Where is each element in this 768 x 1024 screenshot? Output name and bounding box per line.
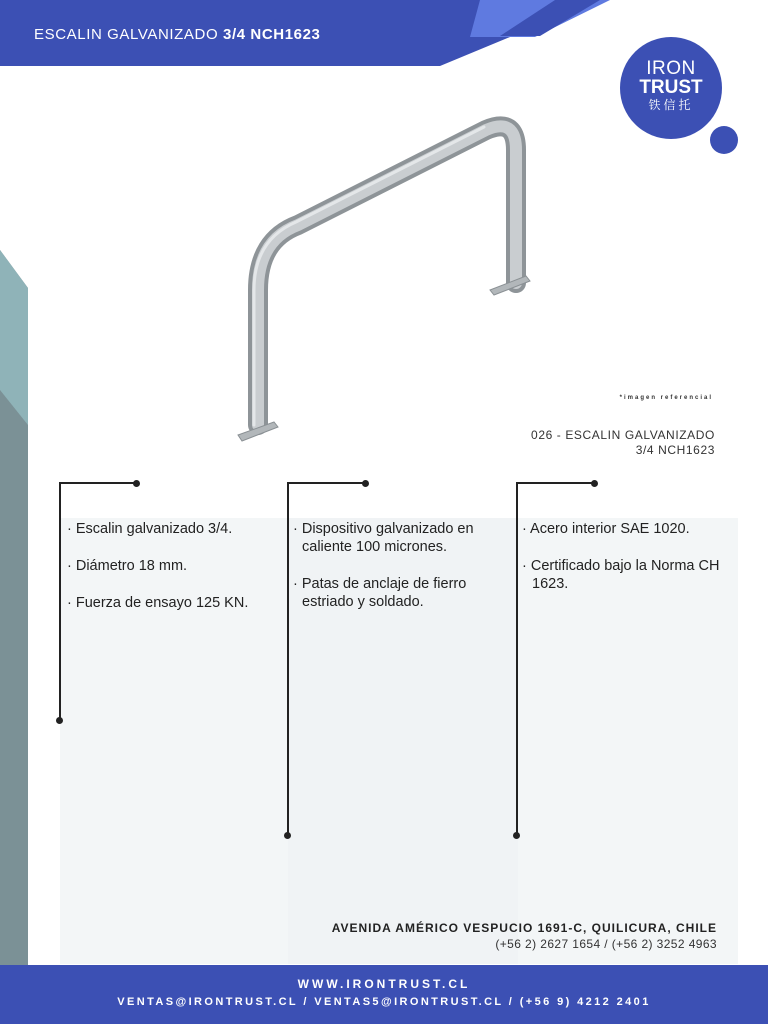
connector-top-3 (516, 482, 594, 484)
website-link[interactable]: WWW.IRONTRUST.CL (297, 977, 471, 991)
connector-dot-1a (133, 480, 140, 487)
connector-line-2 (287, 482, 289, 834)
list-item: · Certificado bajo la Norma CH 1623. (522, 558, 720, 592)
product-image (220, 100, 550, 450)
list-item: · Acero interior SAE 1020. (522, 521, 690, 537)
feature-list-1 (67, 520, 282, 631)
company-address: AVENIDA AMÉRICO VESPUCIO 1691-C, QUILICURA, CHILE (+56 2) 2627 1654 / (+56 2) 3252 4963 (331, 921, 717, 951)
footer (0, 965, 768, 1024)
feature-list-3 (522, 520, 732, 612)
list-item: · Patas de anclaje de fierro estriado y soldado. (293, 576, 467, 610)
connector-line-1 (59, 482, 61, 720)
connector-dot-1b (56, 717, 63, 724)
iron-trust-logo: IRON TRUST 铁信托 (620, 37, 722, 139)
connector-top-2 (287, 482, 365, 484)
feature-list-2 (293, 520, 508, 630)
connector-dot-3a (591, 480, 598, 487)
logo-accent-dot (710, 126, 738, 154)
list-item: · Diámetro 18 mm. (67, 558, 188, 574)
connector-top-1 (59, 482, 137, 484)
connector-dot-2b (284, 832, 291, 839)
list-item: · Escalin galvanizado 3/4. (67, 521, 233, 537)
connector-line-3 (516, 482, 518, 834)
contact-info[interactable]: VENTAS@IRONTRUST.CL / VENTAS5@IRONTRUST.CL / (+56 9) 4212 2401 (117, 996, 651, 1008)
product-code: 026 - ESCALIN GALVANIZADO 3/4 NCH1623 (531, 428, 715, 457)
connector-dot-3b (513, 832, 520, 839)
page-title: ESCALIN GALVANIZADO 3/4 NCH1623 (34, 26, 321, 43)
image-reference-note: *imagen referencial (619, 395, 713, 401)
list-item: · Fuerza de ensayo 125 KN. (67, 595, 249, 611)
connector-dot-2a (362, 480, 369, 487)
list-item: · Dispositivo galvanizado en caliente 100 micrones. (293, 521, 474, 555)
side-decoration (0, 240, 30, 970)
